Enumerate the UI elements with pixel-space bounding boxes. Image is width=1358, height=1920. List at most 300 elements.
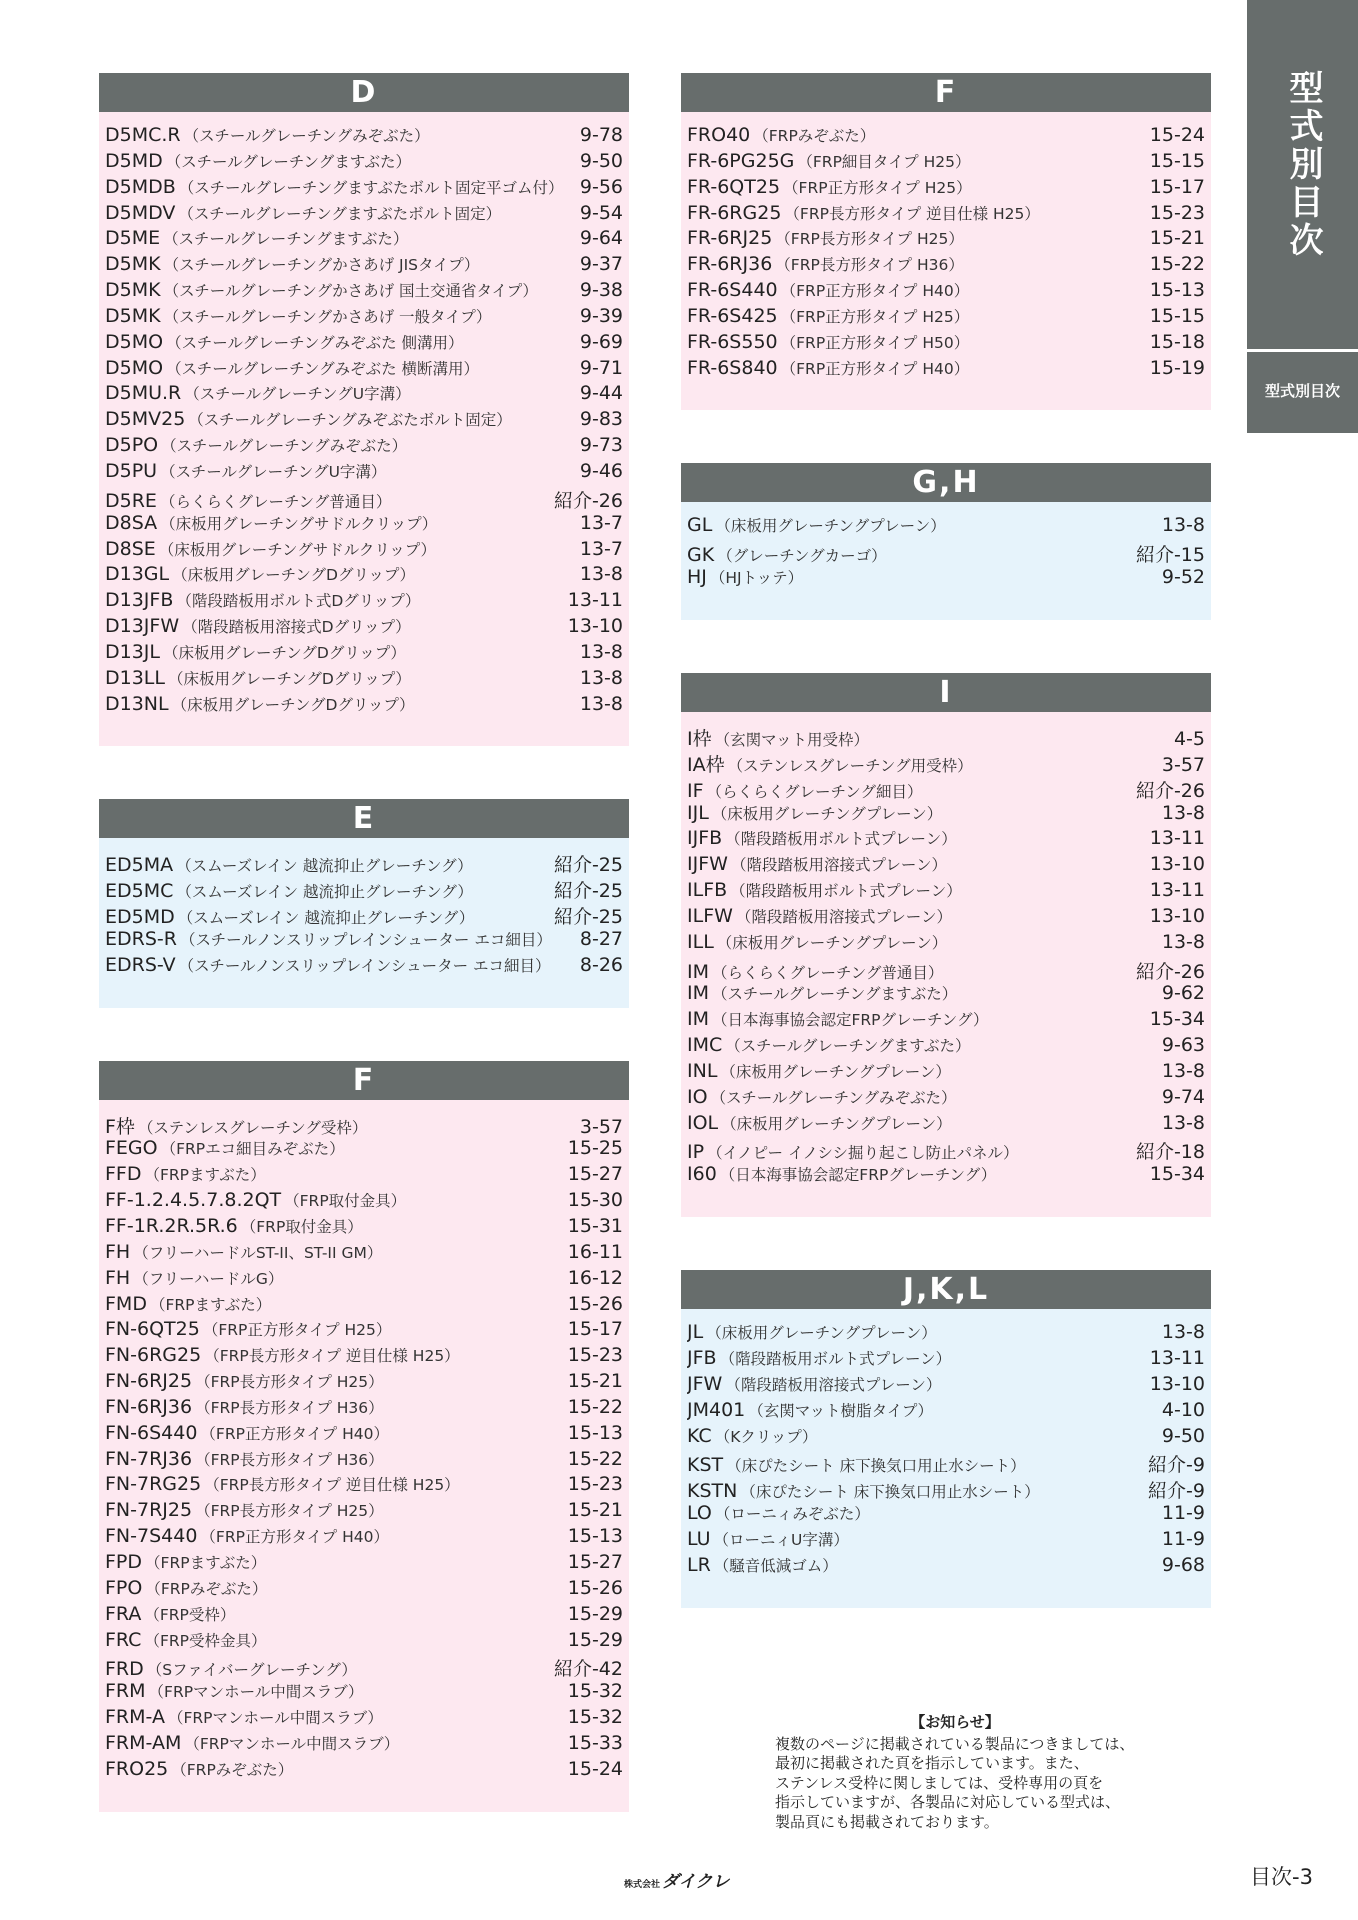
model-code: FRM xyxy=(105,1680,146,1703)
model-code: ED5MD xyxy=(105,906,175,929)
model-code: FN-6QT25 xyxy=(105,1318,200,1341)
index-row[interactable] xyxy=(105,1551,623,1577)
model-description: （FRP正方形タイプ H25） xyxy=(783,178,972,197)
page-ref: 9-52 xyxy=(1161,566,1205,589)
model-code: ED5MC xyxy=(105,880,174,903)
page-ref: 9-39 xyxy=(579,304,623,327)
model-code: ILFB xyxy=(687,879,728,902)
page-ref: 15-30 xyxy=(567,1189,623,1212)
page-ref: 15-26 xyxy=(567,1292,623,1315)
page-ref: 紹介-26 xyxy=(1135,960,1205,983)
index-row[interactable] xyxy=(105,1422,623,1448)
index-row[interactable] xyxy=(687,566,1205,592)
entry-label xyxy=(105,1680,363,1702)
index-row[interactable] xyxy=(105,1758,623,1784)
page-ref: 4-10 xyxy=(1161,1398,1205,1421)
index-row[interactable] xyxy=(105,150,623,176)
page-ref: 13-11 xyxy=(567,589,623,612)
index-row[interactable] xyxy=(687,1554,1205,1580)
entry-label xyxy=(105,538,436,560)
index-row[interactable] xyxy=(687,1476,1205,1502)
entry-label xyxy=(687,1554,838,1576)
page-ref: 紹介-25 xyxy=(553,880,623,903)
model-description: （フリーハードルG） xyxy=(133,1269,284,1288)
model-code: IJL xyxy=(687,801,709,824)
index-row[interactable] xyxy=(687,905,1205,931)
model-description: （騒音低減ゴム） xyxy=(713,1556,838,1575)
entry-label xyxy=(687,1112,952,1134)
page-ref: 15-22 xyxy=(1149,253,1205,276)
model-description: （FRP受枠金具） xyxy=(144,1631,267,1650)
index-row[interactable] xyxy=(687,776,1205,802)
index-row[interactable] xyxy=(105,1370,623,1396)
index-row[interactable] xyxy=(687,1163,1205,1189)
model-code: D8SA xyxy=(105,511,158,534)
section-body xyxy=(99,112,629,746)
model-code: FH xyxy=(105,1266,131,1289)
model-code: IM xyxy=(687,960,709,983)
page-ref: 11-9 xyxy=(1161,1527,1205,1550)
model-description: （階段踏板用溶接式プレーン） xyxy=(730,856,948,875)
index-row[interactable] xyxy=(105,538,623,564)
model-description: （スムーズレイン 越流抑止グレーチング） xyxy=(176,883,473,902)
entry-label xyxy=(105,382,411,404)
index-row[interactable] xyxy=(687,1399,1205,1425)
page-ref: 13-8 xyxy=(1161,801,1205,824)
index-row[interactable] xyxy=(105,1448,623,1474)
index-row[interactable] xyxy=(105,1267,623,1293)
index-row[interactable] xyxy=(687,1034,1205,1060)
model-description: （FRP正方形タイプ H40） xyxy=(780,359,970,378)
model-description: （玄関マット樹脂タイプ） xyxy=(748,1401,934,1420)
index-row[interactable] xyxy=(105,279,623,305)
entry-label xyxy=(687,1008,988,1030)
model-code: D5MK xyxy=(105,279,161,302)
index-row[interactable] xyxy=(105,563,623,589)
section-header: I xyxy=(681,673,1211,712)
index-row[interactable] xyxy=(105,1680,623,1706)
model-code: FR-6RJ36 xyxy=(687,253,773,276)
page-ref: 15-25 xyxy=(567,1137,623,1160)
model-code: FRC xyxy=(105,1628,142,1651)
index-row[interactable] xyxy=(687,750,1205,776)
page-ref: 13-10 xyxy=(1149,904,1205,927)
index-row[interactable] xyxy=(105,693,623,719)
entry-label xyxy=(105,227,408,249)
section-header: E xyxy=(99,799,629,838)
index-row[interactable] xyxy=(105,850,623,876)
model-code: FRD xyxy=(105,1658,144,1681)
index-row[interactable] xyxy=(105,667,623,693)
index-row[interactable] xyxy=(687,931,1205,957)
index-row[interactable] xyxy=(105,615,623,641)
page-ref: 15-13 xyxy=(1149,279,1205,302)
page-ref: 15-26 xyxy=(567,1576,623,1599)
notice-box xyxy=(775,1713,1135,1832)
index-row[interactable] xyxy=(105,486,623,512)
page-ref: 15-29 xyxy=(567,1628,623,1651)
index-row[interactable] xyxy=(105,176,623,202)
index-row[interactable] xyxy=(105,202,623,228)
entry-label xyxy=(105,1215,363,1237)
entry-label xyxy=(687,905,952,927)
index-row[interactable] xyxy=(105,902,623,928)
index-row[interactable] xyxy=(105,305,623,331)
model-code: I60 xyxy=(687,1163,717,1186)
page-ref: 15-34 xyxy=(1149,1008,1205,1031)
model-code: D5MDV xyxy=(105,201,176,224)
entry-label xyxy=(687,305,969,327)
entry-label xyxy=(105,1732,399,1754)
model-description: （スチールグレーチングますぶたボルト固定） xyxy=(178,204,502,223)
entry-label xyxy=(687,227,964,249)
index-row[interactable] xyxy=(105,1603,623,1629)
page-ref: 13-10 xyxy=(1149,1372,1205,1395)
model-description: （FRP取付金具） xyxy=(240,1218,363,1236)
entry-label xyxy=(105,667,411,689)
index-row[interactable] xyxy=(105,1344,623,1370)
entry-label xyxy=(105,928,552,950)
index-row[interactable] xyxy=(687,724,1205,750)
section-body xyxy=(99,1100,629,1812)
index-row[interactable] xyxy=(105,1706,623,1732)
model-code: D13JFB xyxy=(105,589,174,612)
index-row[interactable] xyxy=(687,982,1205,1008)
index-row[interactable] xyxy=(105,1654,623,1680)
model-code: KC xyxy=(687,1424,712,1447)
index-row[interactable] xyxy=(687,1112,1205,1138)
index-row[interactable] xyxy=(105,1137,623,1163)
index-row[interactable] xyxy=(687,1137,1205,1163)
page-ref: 9-64 xyxy=(579,227,623,250)
model-description: （床板用グレーチングプレーン） xyxy=(716,933,948,952)
model-code: FR-6RG25 xyxy=(687,201,782,224)
model-code: D5PU xyxy=(105,459,158,482)
entry-label xyxy=(687,1399,933,1421)
index-row[interactable] xyxy=(687,331,1205,357)
model-code: FR-6QT25 xyxy=(687,175,781,198)
entry-label xyxy=(105,854,473,876)
model-description: （FRPマンホール中間スラブ） xyxy=(148,1683,364,1702)
model-description: （らくらくグレーチング細目） xyxy=(706,782,923,801)
index-row[interactable] xyxy=(687,540,1205,566)
entry-label xyxy=(687,1060,951,1082)
index-row[interactable] xyxy=(687,1060,1205,1086)
index-row[interactable] xyxy=(687,1373,1205,1399)
page-ref: 13-8 xyxy=(579,666,623,689)
model-code: D5MO xyxy=(105,356,164,379)
model-description: （FRP正方形タイプ H40） xyxy=(200,1424,389,1443)
model-description: （階段踏板用ボルト式プレーン） xyxy=(719,1350,952,1368)
model-code: FN-7S440 xyxy=(105,1525,198,1548)
model-description: （FRP正方形タイプ H40） xyxy=(780,282,970,301)
entry-label xyxy=(687,1034,970,1056)
model-code: IA枠 xyxy=(687,753,725,776)
model-description: （床板用グレーチングDグリップ） xyxy=(167,669,411,688)
entry-label xyxy=(105,176,564,198)
model-code: LR xyxy=(687,1553,711,1576)
entry-label xyxy=(105,202,501,224)
entry-label xyxy=(687,724,869,751)
model-description: （階段踏板用ボルト式Dグリップ） xyxy=(176,592,421,611)
index-row[interactable] xyxy=(687,827,1205,853)
model-description: （FRPみぞぶた） xyxy=(171,1760,294,1779)
index-row[interactable] xyxy=(687,802,1205,828)
model-description: （ローニィみぞぶた） xyxy=(714,1505,870,1524)
index-row[interactable] xyxy=(687,853,1205,879)
index-row[interactable] xyxy=(687,202,1205,228)
entry-label xyxy=(687,357,969,379)
entry-label xyxy=(687,150,970,172)
index-row[interactable] xyxy=(105,1318,623,1344)
model-code: FRA xyxy=(105,1602,142,1625)
index-row[interactable] xyxy=(105,357,623,383)
index-row[interactable] xyxy=(105,434,623,460)
index-row[interactable] xyxy=(687,176,1205,202)
index-row[interactable] xyxy=(105,641,623,667)
model-description: （スチールノンスリップレインシューター エコ細目） xyxy=(179,930,552,949)
page-ref: 紹介-25 xyxy=(553,906,623,929)
index-row[interactable] xyxy=(105,124,623,150)
page-ref: 13-11 xyxy=(1149,827,1205,850)
section-header: J,K,L xyxy=(681,1270,1211,1309)
model-code: FRO40 xyxy=(687,124,751,146)
page-ref: 9-46 xyxy=(579,459,623,482)
model-description: （スチールグレーチングみぞぶた 横断溝用） xyxy=(166,359,479,378)
page-ref: 13-11 xyxy=(1149,879,1205,902)
index-row[interactable] xyxy=(105,1112,623,1138)
page-ref: 13-8 xyxy=(579,692,623,715)
model-description: （Kクリップ） xyxy=(714,1427,818,1446)
index-row[interactable] xyxy=(105,227,623,253)
index-row[interactable] xyxy=(687,227,1205,253)
entry-label xyxy=(105,460,386,482)
index-row[interactable] xyxy=(687,1347,1205,1373)
page-ref: 15-18 xyxy=(1149,330,1205,353)
model-code: IJFB xyxy=(687,827,723,850)
model-code: D13JFW xyxy=(105,615,180,638)
model-code: FR-6S840 xyxy=(687,356,778,379)
index-row[interactable] xyxy=(105,512,623,538)
model-code: FN-6RJ36 xyxy=(105,1395,193,1418)
index-row[interactable] xyxy=(105,253,623,279)
index-row[interactable] xyxy=(687,1321,1205,1347)
page-ref: 紹介-9 xyxy=(1148,1480,1205,1503)
index-row[interactable] xyxy=(687,879,1205,905)
notice-line: ステンレス受枠に関しましては、受枠専用の頁を xyxy=(775,1773,1104,1792)
entry-label xyxy=(105,589,420,611)
model-code: LO xyxy=(687,1502,712,1525)
entry-label xyxy=(687,780,922,802)
model-code: IM xyxy=(687,1008,709,1031)
index-row[interactable] xyxy=(105,1241,623,1267)
index-row[interactable] xyxy=(105,408,623,434)
model-description: （階段踏板用ボルト式プレーン） xyxy=(725,830,957,849)
page-ref: 15-24 xyxy=(567,1757,623,1780)
page-ref: 15-33 xyxy=(567,1731,623,1754)
index-row[interactable] xyxy=(105,1396,623,1422)
model-code: FR-6PG25G xyxy=(687,149,795,172)
page-ref: 15-21 xyxy=(1149,227,1205,250)
page-ref: 9-54 xyxy=(579,201,623,224)
index-row[interactable] xyxy=(105,876,623,902)
model-description: （床板用グレーチングDグリップ） xyxy=(172,566,416,585)
entry-label xyxy=(105,1293,271,1315)
index-row[interactable] xyxy=(687,1008,1205,1034)
notice-line: 複数のページに掲載されている製品につきましては、 xyxy=(775,1734,1135,1753)
model-code: EDRS-V xyxy=(105,953,176,976)
model-description: （スチールグレーチングみぞぶた 側溝用） xyxy=(166,333,464,352)
index-row[interactable] xyxy=(687,124,1205,150)
model-description: （階段踏板用溶接式プレーン） xyxy=(735,907,952,926)
entry-label xyxy=(687,1528,849,1550)
index-row[interactable] xyxy=(105,1577,623,1603)
index-row[interactable] xyxy=(687,1086,1205,1112)
entry-label xyxy=(687,1425,817,1447)
page-ref: 15-21 xyxy=(567,1499,623,1522)
model-code: D8SE xyxy=(105,537,156,560)
index-section xyxy=(99,73,629,746)
index-row[interactable] xyxy=(687,1425,1205,1451)
index-row[interactable] xyxy=(105,1525,623,1551)
page-ref: 15-19 xyxy=(1149,356,1205,379)
page-ref: 13-7 xyxy=(579,511,623,534)
section-body xyxy=(681,712,1211,1217)
side-index-tab[interactable] xyxy=(1247,0,1358,433)
index-section xyxy=(99,799,629,1007)
model-description: （FRPエコ細目みぞぶた） xyxy=(160,1140,345,1159)
index-row[interactable] xyxy=(105,1293,623,1319)
model-description: （スチールグレーチングますぶた） xyxy=(725,1037,971,1056)
entry-label xyxy=(687,1086,957,1108)
model-description: （スチールグレーチングかさあげ JISタイプ） xyxy=(163,256,480,275)
entry-label xyxy=(105,1473,460,1495)
model-description: （ステンレスグレーチング用受枠） xyxy=(727,756,973,775)
model-description: （フリーハードルST-II、ST-II GM） xyxy=(133,1243,383,1262)
entry-label xyxy=(105,563,415,585)
model-description: （スチールグレーチングかさあげ 一般タイプ） xyxy=(163,307,492,326)
page-ref: 13-8 xyxy=(1161,514,1205,537)
page-ref: 13-8 xyxy=(1161,930,1205,953)
page-ref: 13-11 xyxy=(1149,1347,1205,1369)
page-ref: 11-9 xyxy=(1161,1502,1205,1525)
entry-label xyxy=(105,1112,367,1139)
model-code: FPD xyxy=(105,1550,143,1573)
model-description: （FRP長方形タイプ 逆目仕様 H25） xyxy=(204,1347,460,1366)
section-header: G,H xyxy=(681,463,1211,502)
index-row[interactable] xyxy=(687,150,1205,176)
index-row[interactable] xyxy=(687,1528,1205,1554)
entry-label xyxy=(687,176,972,198)
entry-label xyxy=(105,1658,357,1680)
model-code: LU xyxy=(687,1527,711,1550)
entry-label xyxy=(105,512,437,534)
model-code: FFD xyxy=(105,1163,142,1186)
page-ref: 9-44 xyxy=(579,382,623,405)
entry-label xyxy=(687,827,957,849)
index-row[interactable] xyxy=(105,589,623,615)
model-code: IMC xyxy=(687,1034,723,1057)
model-description: （FRP正方形タイプ H50） xyxy=(780,333,970,352)
model-code: KST xyxy=(687,1454,724,1477)
model-code: EDRS-R xyxy=(105,927,177,950)
entry-label xyxy=(687,514,946,536)
entry-label xyxy=(687,931,947,953)
index-row[interactable] xyxy=(105,460,623,486)
index-row[interactable] xyxy=(105,1163,623,1189)
index-row[interactable] xyxy=(687,357,1205,383)
model-description: （スムーズレイン 越流抑止グレーチング） xyxy=(177,909,475,928)
page-ref: 15-15 xyxy=(1149,304,1205,327)
page-ref: 3-57 xyxy=(579,1115,623,1138)
model-description: （スチールグレーチングU字溝） xyxy=(160,462,387,481)
entry-label xyxy=(105,1551,266,1573)
page-ref: 16-12 xyxy=(567,1266,623,1289)
model-description: （グレーチングカーゴ） xyxy=(717,547,887,566)
side-tab-subtitle: 型式別目次 xyxy=(1264,382,1340,400)
index-row[interactable] xyxy=(105,1473,623,1499)
entry-label xyxy=(105,1318,391,1340)
index-row[interactable] xyxy=(105,928,623,954)
index-section xyxy=(681,463,1211,620)
page-ref: 15-17 xyxy=(567,1318,623,1341)
index-row[interactable] xyxy=(105,1732,623,1758)
page-ref: 9-78 xyxy=(579,124,623,146)
page-ref: 15-31 xyxy=(567,1215,623,1237)
index-row[interactable] xyxy=(687,305,1205,331)
index-row[interactable] xyxy=(687,1450,1205,1476)
index-row[interactable] xyxy=(105,382,623,408)
page-ref: 13-8 xyxy=(579,640,623,663)
index-row[interactable] xyxy=(105,1189,623,1215)
index-row[interactable] xyxy=(105,331,623,357)
model-code: JFB xyxy=(687,1347,717,1369)
model-code: GK xyxy=(687,544,715,567)
model-code: D5MU.R xyxy=(105,382,182,405)
model-description: （FRPますぶた） xyxy=(144,1166,266,1185)
index-row[interactable] xyxy=(105,1215,623,1241)
model-code: D5RE xyxy=(105,489,157,512)
model-code: D5MD xyxy=(105,149,163,172)
model-code: FRM-A xyxy=(105,1706,165,1729)
model-description: （スチールグレーチングU字溝） xyxy=(184,385,411,404)
index-row[interactable] xyxy=(687,514,1205,540)
entry-label xyxy=(105,1267,283,1289)
page-ref: 9-69 xyxy=(579,330,623,353)
model-code: D13JL xyxy=(105,640,160,663)
model-description: （HJトッテ） xyxy=(709,569,804,588)
index-row[interactable] xyxy=(105,1499,623,1525)
left-column xyxy=(99,73,629,1865)
index-row[interactable] xyxy=(687,279,1205,305)
entry-label xyxy=(105,1448,384,1470)
page-ref: 15-17 xyxy=(1149,175,1205,198)
model-description: （スチールグレーチングますぶたボルト固定平ゴム付） xyxy=(178,178,564,197)
index-row[interactable] xyxy=(105,1629,623,1655)
page-ref: 紹介-9 xyxy=(1148,1454,1205,1477)
index-row[interactable] xyxy=(105,954,623,980)
page-ref: 13-10 xyxy=(567,615,623,638)
model-description: （スムーズレイン 越流抑止グレーチング） xyxy=(176,857,473,876)
entry-label xyxy=(687,1454,1026,1476)
model-code: FF-1R.2R.5R.6 xyxy=(105,1215,238,1237)
section-body xyxy=(681,112,1211,410)
page-ref: 13-8 xyxy=(579,563,623,586)
entry-label xyxy=(105,1422,389,1444)
index-row[interactable] xyxy=(687,253,1205,279)
index-row[interactable] xyxy=(687,1502,1205,1528)
index-row[interactable] xyxy=(687,957,1205,983)
